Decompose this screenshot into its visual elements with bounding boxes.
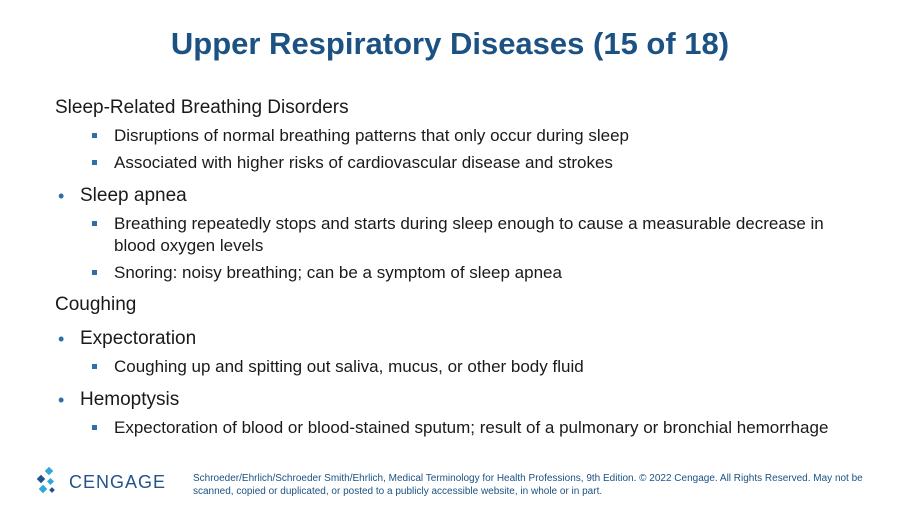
bullet-sleep-1: Disruptions of normal breathing patterns that only occur during sleep xyxy=(55,125,835,147)
subheading-expectoration: • Expectoration xyxy=(55,327,835,351)
cengage-logo-icon xyxy=(36,467,64,495)
bullet-apnea-2: Snoring: noisy breathing; can be a symptom of sleep apnea xyxy=(55,262,835,284)
cengage-logo-text: CENGAGE xyxy=(69,472,167,492)
subheading-sleep-apnea: • Sleep apnea xyxy=(55,184,835,208)
subheading-hemoptysis: • Hemoptysis xyxy=(55,388,835,412)
bullet-expectoration-1: Coughing up and spitting out saliva, mucus, or other body fluid xyxy=(55,356,835,378)
bullet-apnea-1: Breathing repeatedly stops and starts during sleep enough to cause a measurable decrease in blood oxygen levels xyxy=(55,213,835,257)
cengage-logo xyxy=(36,467,166,497)
section-heading-coughing: Coughing xyxy=(55,294,137,315)
copyright-notice: Schroeder/Ehrlich/Schroeder Smith/Ehrlich, Medical Terminology for Health Professions, 9th Edition. © 2022 Cengage. All Rights Reserved. May not be scanned, copied or duplicated, or posted to a publicly accessible website, in whole or in part. xyxy=(193,473,863,497)
section-heading-sleep: Sleep-Related Breathing Disorders xyxy=(55,97,349,118)
footer xyxy=(0,460,900,506)
bullet-sleep-2: Associated with higher risks of cardiovascular disease and strokes xyxy=(55,152,835,174)
bullet-hemoptysis-1: Expectoration of blood or blood-stained sputum; result of a pulmonary or bronchial hemorrhage xyxy=(55,417,835,439)
slide-title: Upper Respiratory Diseases (15 of 18) xyxy=(170,26,730,61)
slide-content xyxy=(55,96,835,439)
